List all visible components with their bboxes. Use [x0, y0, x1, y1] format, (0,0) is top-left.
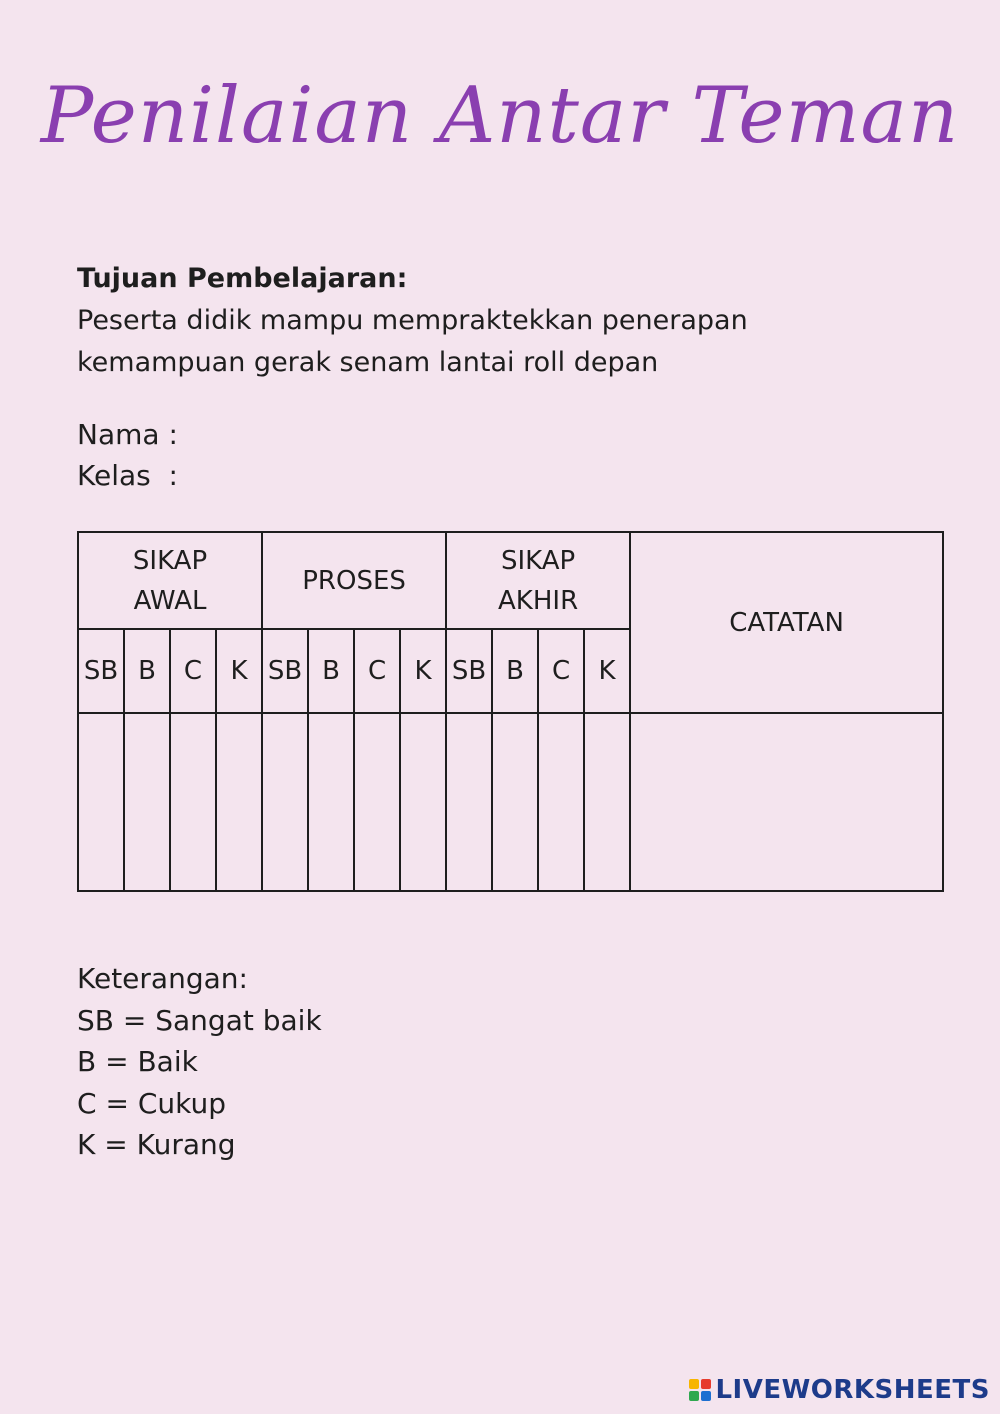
legend-item: K = Kurang [77, 1128, 236, 1161]
group-header-proses [262, 532, 446, 629]
legend-heading: Keterangan: [77, 962, 248, 995]
name-label: Nama : [77, 418, 178, 451]
score-cell[interactable] [308, 713, 354, 891]
score-cell[interactable] [216, 713, 262, 891]
objective-text-line-1: Peserta didik mampu mempraktekkan penerapan [77, 305, 748, 336]
score-cell[interactable] [446, 713, 492, 891]
logo-text: LIVEWORKSHEETS [715, 1375, 990, 1405]
legend-item: SB = Sangat baik [77, 1003, 322, 1037]
score-cell[interactable] [400, 713, 446, 891]
sub-header-cell: K [584, 629, 630, 713]
sub-header-cell: C [354, 629, 400, 713]
legend-item: B = Baik [77, 1045, 198, 1078]
liveworksheets-logo [689, 1375, 990, 1405]
group-header-line: AWAL [133, 585, 207, 616]
assessment-table [77, 531, 944, 892]
objective-heading: Tujuan Pembelajaran: [77, 263, 408, 294]
score-cell[interactable] [354, 713, 400, 891]
score-cell[interactable] [492, 713, 538, 891]
sub-header-cell: B [124, 629, 170, 713]
legend [77, 958, 322, 1166]
objective-text-line-2: kemampuan gerak senam lantai roll depan [77, 347, 659, 378]
sub-header-cell: SB [262, 629, 308, 713]
worksheet-title: Penilaian Antar Teman [40, 71, 960, 161]
logo-squares-icon [689, 1379, 711, 1401]
notes-cell[interactable] [630, 713, 943, 891]
notes-header: CATATAN [630, 532, 943, 713]
score-cell[interactable] [124, 713, 170, 891]
sub-header-cell: C [170, 629, 216, 713]
sub-header-cell: B [492, 629, 538, 713]
score-cell[interactable] [584, 713, 630, 891]
sub-header-cell: SB [446, 629, 492, 713]
group-header-sikap-akhir [446, 532, 630, 629]
group-header-line: PROSES [302, 565, 406, 596]
identity-fields [77, 414, 178, 496]
sub-header-cell: K [216, 629, 262, 713]
class-label: Kelas : [77, 459, 178, 492]
group-header-line: SIKAP [500, 545, 576, 576]
sub-header-cell: C [538, 629, 584, 713]
sub-header-cell: SB [78, 629, 124, 713]
score-cell[interactable] [78, 713, 124, 891]
score-cell[interactable] [262, 713, 308, 891]
score-cell[interactable] [170, 713, 216, 891]
score-cell[interactable] [538, 713, 584, 891]
sub-header-cell: K [400, 629, 446, 713]
group-header-sikap-awal [78, 532, 262, 629]
sub-header-cell: B [308, 629, 354, 713]
group-header-line: AKHIR [498, 585, 579, 616]
group-header-line: SIKAP [132, 545, 208, 576]
legend-item: C = Cukup [77, 1086, 226, 1120]
learning-objective [77, 258, 937, 384]
